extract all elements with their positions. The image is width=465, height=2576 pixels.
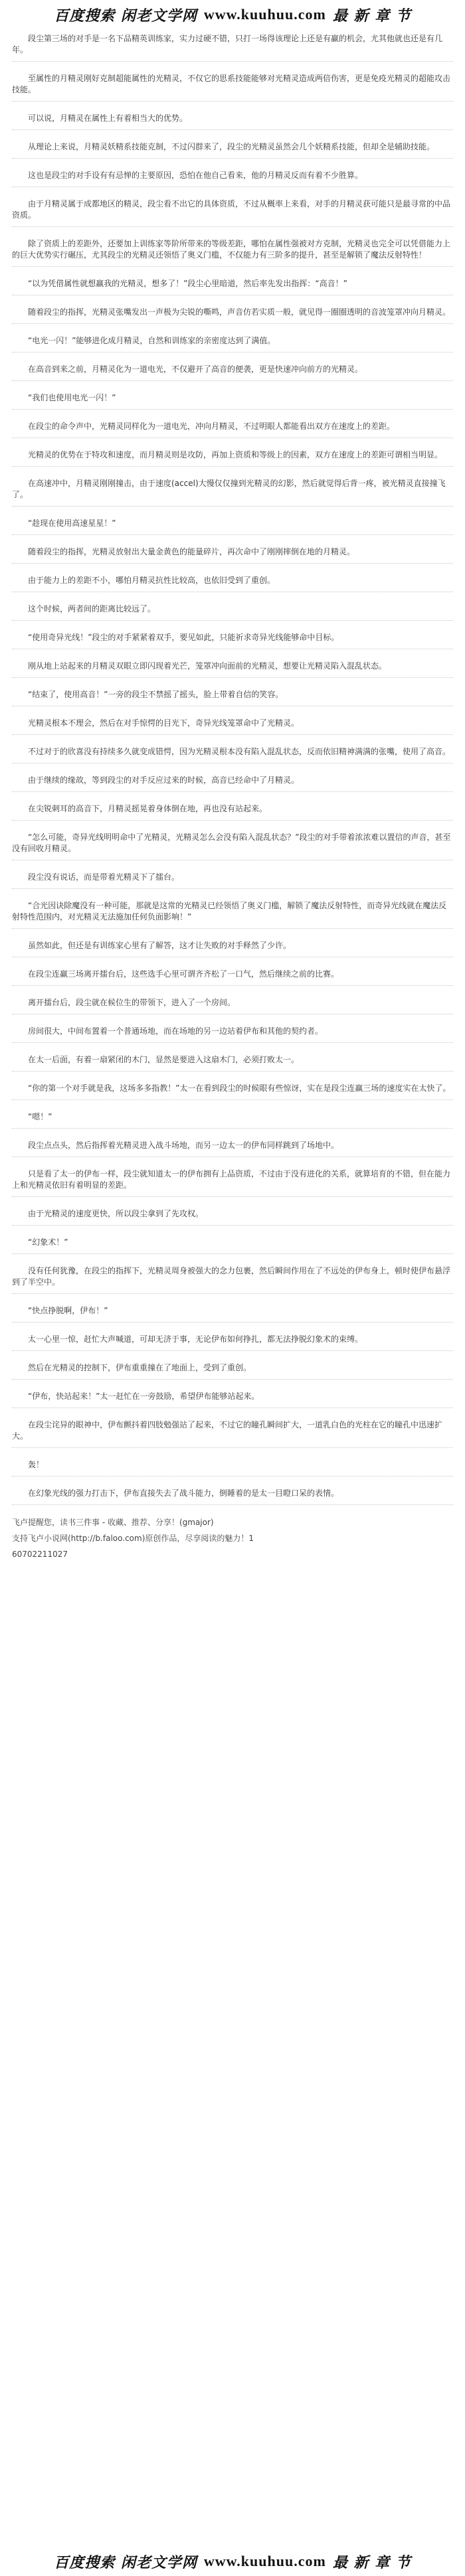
article-paragraph: “嗯！” [12, 1111, 453, 1129]
footer-brand-left: 百度搜索 闲老文学网 [54, 2553, 197, 2571]
article-paragraph: “怎么可能，奇异光线明明命中了光精灵，光精灵怎么会没有陷入混乱状态？”段尘的对手带着浓浓难以置信的声音，甚至没有回收月精灵。 [12, 832, 453, 860]
article-paragraph: 轰！ [12, 1459, 453, 1477]
article-paragraph: 虽然如此，但还是有训练家心里有了解答，这才让失败的对手释然了少许。 [12, 940, 453, 957]
article-meta [12, 1516, 453, 1560]
header-brand-left: 百度搜索 闲老文学网 [54, 7, 197, 25]
article-paragraph: 在高音到来之前，月精灵化为一道电光，不仅避开了高音的便袭，更是快速冲向前方的光精灵。 [12, 364, 453, 381]
article-paragraph: “伊布，快站起来！”太一赶忙在一旁鼓励，希望伊布能够站起来。 [12, 1391, 453, 1408]
article-paragraph: “以为凭借属性就想赢我的光精灵，想多了！”段尘心里暗道，然后率先发出指挥：“高音！” [12, 278, 453, 295]
chapter-article [12, 33, 453, 2530]
reading-tip: 飞卢提醒您，读书三件事 - 收藏、推荐、分享！(gmajor) [12, 1518, 214, 1527]
site-header-banner [0, 0, 465, 29]
article-paragraph: 从理论上来说，月精灵妖精系技能克制，不过闪群来了，段尘的光精灵虽然会几个妖精系技能，但却全是辅助技能。 [12, 141, 453, 159]
article-paragraph: “使用奇异光线！”段尘的对手紧紧着双手，要见如此，只能祈求奇异光线能够命中目标。 [12, 632, 453, 649]
article-paragraph: 在段尘连赢三场离开擂台后，这些选手心里可谓齐齐松了一口气，然后继续之前的比赛。 [12, 969, 453, 986]
article-paragraph: 只是看了太一的伊布一样，段尘就知道太一的伊布拥有上品资质，不过由于没有进化的关系，就算培育的不错，但在能力上和光精灵依旧有着明显的差距。 [12, 1168, 453, 1197]
header-brand-right: 最 新 章 节 [332, 7, 411, 25]
article-paragraph: “你的第一个对手就是我，这场多多指教！”太一在看到段尘的时候眼有些惊讶，实在是段尘连赢三场的速度实在太快了。 [12, 1083, 453, 1100]
article-paragraph: 在高速冲中，月精灵刚刚撞击，由于速度(accel)大慢仅仅撞到光精灵的幻影，然后就觉得后背一疼，被光精灵直接撞飞了。 [12, 478, 453, 507]
article-paragraph: 可以说，月精灵在属性上有着相当大的优势。 [12, 113, 453, 130]
article-paragraph: 由于光精灵的速度更快，所以段尘拿到了先攻权。 [12, 1208, 453, 1226]
article-paragraph: 随着段尘的指挥，光精灵放射出大量金黄色的能量碎片，再次命中了刚刚摔倒在地的月精灵。 [12, 546, 453, 564]
article-paragraph: 段尘没有说话，而是带着光精灵下了擂台。 [12, 872, 453, 889]
site-footer-banner [0, 2547, 465, 2576]
article-paragraph: 除了资质上的差距外，还要加上训练家等阶所带来的等级差距，哪怕在属性强被对方克制，光精灵也完全可以凭借能力上的巨大优势实行碾压，尤其段尘的光精灵还领悟了奥义门槛，不仅能力有三阶多的提升，甚至是解锁了魔法反射特性！ [12, 238, 453, 267]
article-paragraph: 在尖锐刺耳的高音下，月精灵摇晃着身体倒在地，再也没有站起来。 [12, 803, 453, 821]
page-code: 60702211027 [12, 1550, 68, 1559]
article-paragraph: 刚从地上站起来的月精灵双眼立即闪现着光芒，笼罩冲向面前的光精灵，想要让光精灵陷入混乱状态。 [12, 661, 453, 678]
support-link[interactable]: 支持飞卢小说网(http://b.faloo.com)原创作品，尽享阅读的魅力！1 [12, 1534, 254, 1543]
article-paragraph: “结束了，使用高音！”一旁的段尘不禁摇了摇头，脸上带着自信的笑容。 [12, 689, 453, 706]
article-paragraph: 由于月精灵属于成都地区的精灵，段尘看不出它的具体资质，不过从概率上来看，对手的月精灵获可能只是最寻常的中品资质。 [12, 199, 453, 227]
article-paragraph: 没有任何犹豫，在段尘的指挥下，光精灵周身被强大的念力包裹，然后瞬间作用在了不远处的伊布身上，顿时使伊布悬浮到了半空中。 [12, 1265, 453, 1294]
article-paragraph: “幻象术！” [12, 1237, 453, 1254]
article-paragraph: 段尘第三场的对手是一名下品精英训练家，实力过硬不错，只打一场得该理论上还是有赢的机会，尤其他就也还是有几年。 [12, 33, 453, 62]
paragraph-list [12, 33, 453, 1505]
article-paragraph: 在段尘诧异的眼神中，伊布颤抖着四肢勉强站了起来，不过它的瞳孔瞬间扩大，一道乳白色的光柱在它的瞳孔中迅速扩大。 [12, 1419, 453, 1448]
article-paragraph: 这也是段尘的对手设有有忌惮的主要原因，恐怕在他自己看来，他的月精灵反而有着不少胜算。 [12, 170, 453, 187]
article-paragraph: 太一心里一惊，赶忙大声喊道，可却无济于事，无论伊布如何挣扎，都无法挣脱幻象术的束缚。 [12, 1334, 453, 1351]
article-paragraph: 房间很大，中间布置着一个普通场地，而在场地的另一边站着伊布和其他的契约者。 [12, 1026, 453, 1043]
article-paragraph: “趁现在使用高速星星！” [12, 518, 453, 535]
article-paragraph: 这个时候，两者间的距离比较远了。 [12, 604, 453, 621]
article-paragraph: “快点挣脱啊，伊布！” [12, 1305, 453, 1323]
footer-wrapper [0, 2547, 465, 2576]
article-paragraph: 离开擂台后，段尘就在候位生的带领下，进入了一个房间。 [12, 997, 453, 1014]
article-paragraph: 然后在光精灵的控制下，伊布重重撞在了地面上，受到了重创。 [12, 1362, 453, 1380]
article-paragraph: 在段尘的命令声中，光精灵同样化为一道电光，冲向月精灵，不过明眼人都能看出双方在速度上的差距。 [12, 421, 453, 438]
article-paragraph: 由于能力上的差距不小，哪怕月精灵抗性比较高，也依旧受到了重创。 [12, 575, 453, 592]
header-site-url[interactable]: www.kuuhuu.com [203, 6, 326, 23]
footer-brand-right: 最 新 章 节 [332, 2553, 411, 2571]
article-paragraph: 至属性的月精灵刚好克制超能属性的光精灵，不仅它的思系技能能够对光精灵造成两倍伤害，更是免疫光精灵的超能攻击技能。 [12, 73, 453, 102]
article-paragraph: 由于继续的缘故，等到段尘的对手反应过来的时候，高音已经命中了月精灵。 [12, 775, 453, 792]
article-paragraph: “我们也使用电光一闪！” [12, 392, 453, 410]
article-paragraph: 随着段尘的指挥，光精灵张嘴发出一声极为尖锐的嘶鸣，声音仿若实质一般，就见得一圈圈透明的音波笼罩冲向月精灵。 [12, 307, 453, 324]
article-paragraph: 光精灵根本不理会，然后在对手惊愕的目光下，奇异光线笼罩命中了光精灵。 [12, 718, 453, 735]
footer-site-url[interactable]: www.kuuhuu.com [203, 2553, 326, 2569]
article-paragraph: 在幻象光线的强力打击下，伊布直接失去了战斗能力，倒睡着的是太一目瞪口呆的表情。 [12, 1488, 453, 1505]
article-paragraph: 在太一后面，有着一扇紧闭的木门，显然是要进入这扇木门，必须打败太一。 [12, 1054, 453, 1072]
article-paragraph: 光精灵的优势在于特攻和速度，而月精灵则是攻防，再加上资质和等级上的因素，双方在速度上的差距可谓相当明显。 [12, 449, 453, 467]
article-paragraph: 不过对于的欣喜没有持续多久就变成错愕，因为光精灵根本没有陷入混乱状态，反而依旧精神满满的张嘴，使用了高音。 [12, 746, 453, 764]
article-paragraph: “电光一闪！”能够进化成月精灵，自然和训练家的亲密度达到了满值。 [12, 335, 453, 353]
article-paragraph: 段尘点点头，然后指挥着光精灵进入战斗场地，而另一边太一的伊布同样跳到了场地中。 [12, 1140, 453, 1157]
article-paragraph: “合光因诀除魔没有一种可能，那就是这常的光精灵已经领悟了奥义门槛，解锁了魔法反射特性，而奇异光线就在魔法反射特性范围内，对光精灵无法施加任何负面影响！” [12, 900, 453, 929]
